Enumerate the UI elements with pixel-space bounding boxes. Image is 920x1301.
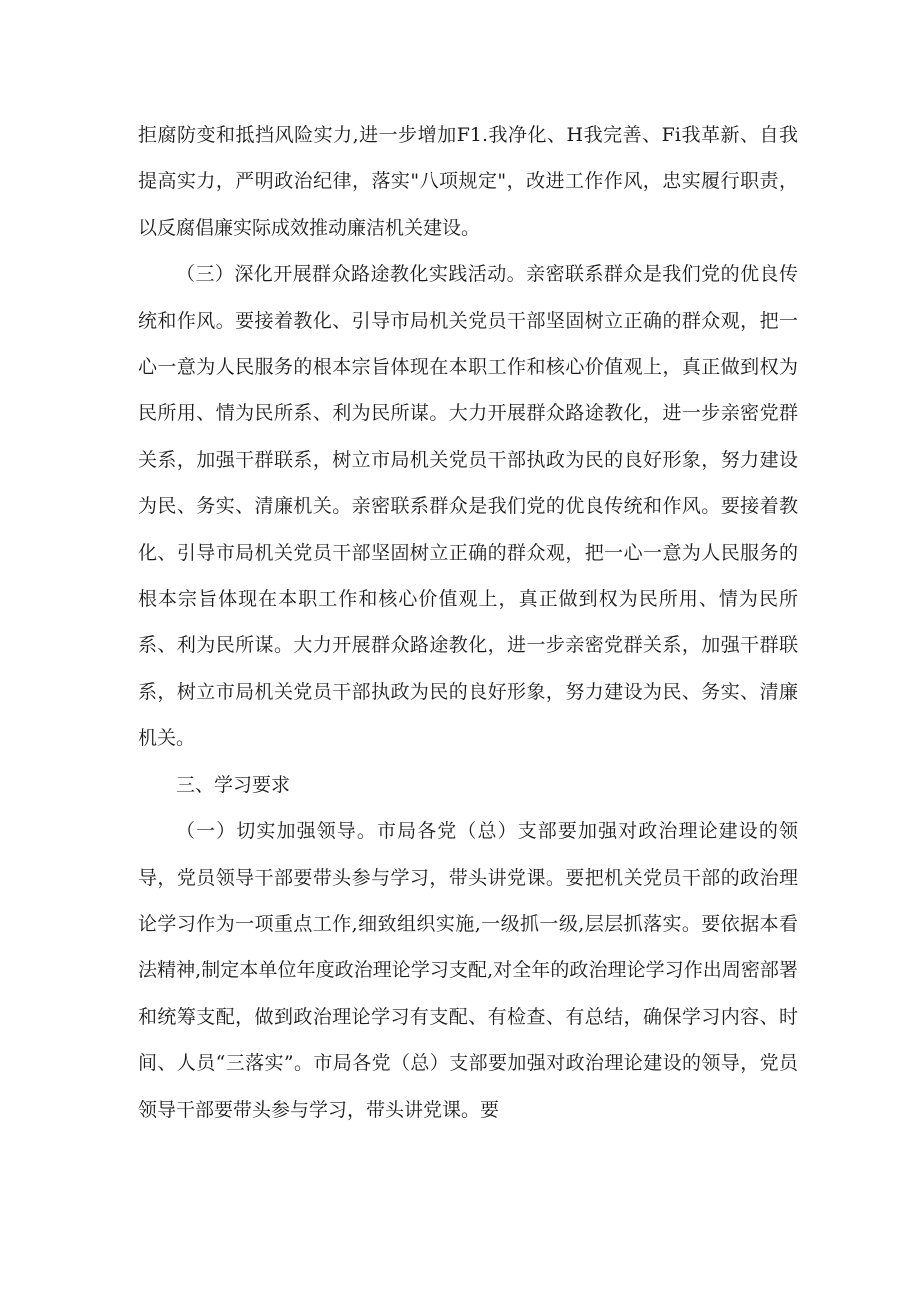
paragraph-requirement-1-strengthen-leadership: （一）切实加强领导。市局各党（总）支部要加强对政治理论建设的领导，党员领导干部要带头参与学习，带头讲党课。要把机关党员干部的政治理论学习作为一项重点工作,细致组织实施,一级抓一级,层层抓落实。要依据本看法精神,制定本单位年度政治理论学习支配,对全年的政治理论学习作出周密部署和统筹支配，做到政治理论学习有支配、有检查、有总结，确保学习内容、时间、人员“三落实”。市局各党（总）支部要加强对政治理论建设的领导，党员领导干部要带头参与学习，带头讲党课。要 [138,820,798,1121]
paragraph-section-3-mass-line-education: （三）深化开展群众路途教化实践活动。亲密联系群众是我们党的优良传统和作风。要接着教化、引导市局机关党员干部坚固树立正确的群众观，把一心一意为人民服务的根本宗旨体现在本职工作和核心价值观上，真正做到权为民所用、情为民所系、利为民所谋。大力开展群众路途教化，进一步亲密党群关系，加强干群联系，树立市局机关党员干部执政为民的良好形象，努力建设为民、务实、清廉机关。亲密联系群众是我们党的优良传统和作风。要接着教化、引导市局机关党员干部坚固树立正确的群众观，把一心一意为人民服务的根本宗旨体现在本职工作和核心价值观上，真正做到权为民所用、情为民所系、利为民所谋。大力开展群众路途教化，进一步亲密党群关系，加强干群联系，树立市局机关党员干部执政为民的良好形象，努力建设为民、务实、清廉机关。 [138,263,798,750]
paragraph-continuation: 拒腐防变和抵挡风险实力,进一步增加F1.我净化、H我完善、Fi我革新、自我提高实力，严明政治纪律，落实"八项规定"，改进工作作风，忠实履行职责，以反腐倡廉实际成效推动廉洁机关建设。 [138,124,798,239]
section-heading-study-requirements: 三、学习要求 [176,773,291,796]
document-body [138,112,798,1133]
